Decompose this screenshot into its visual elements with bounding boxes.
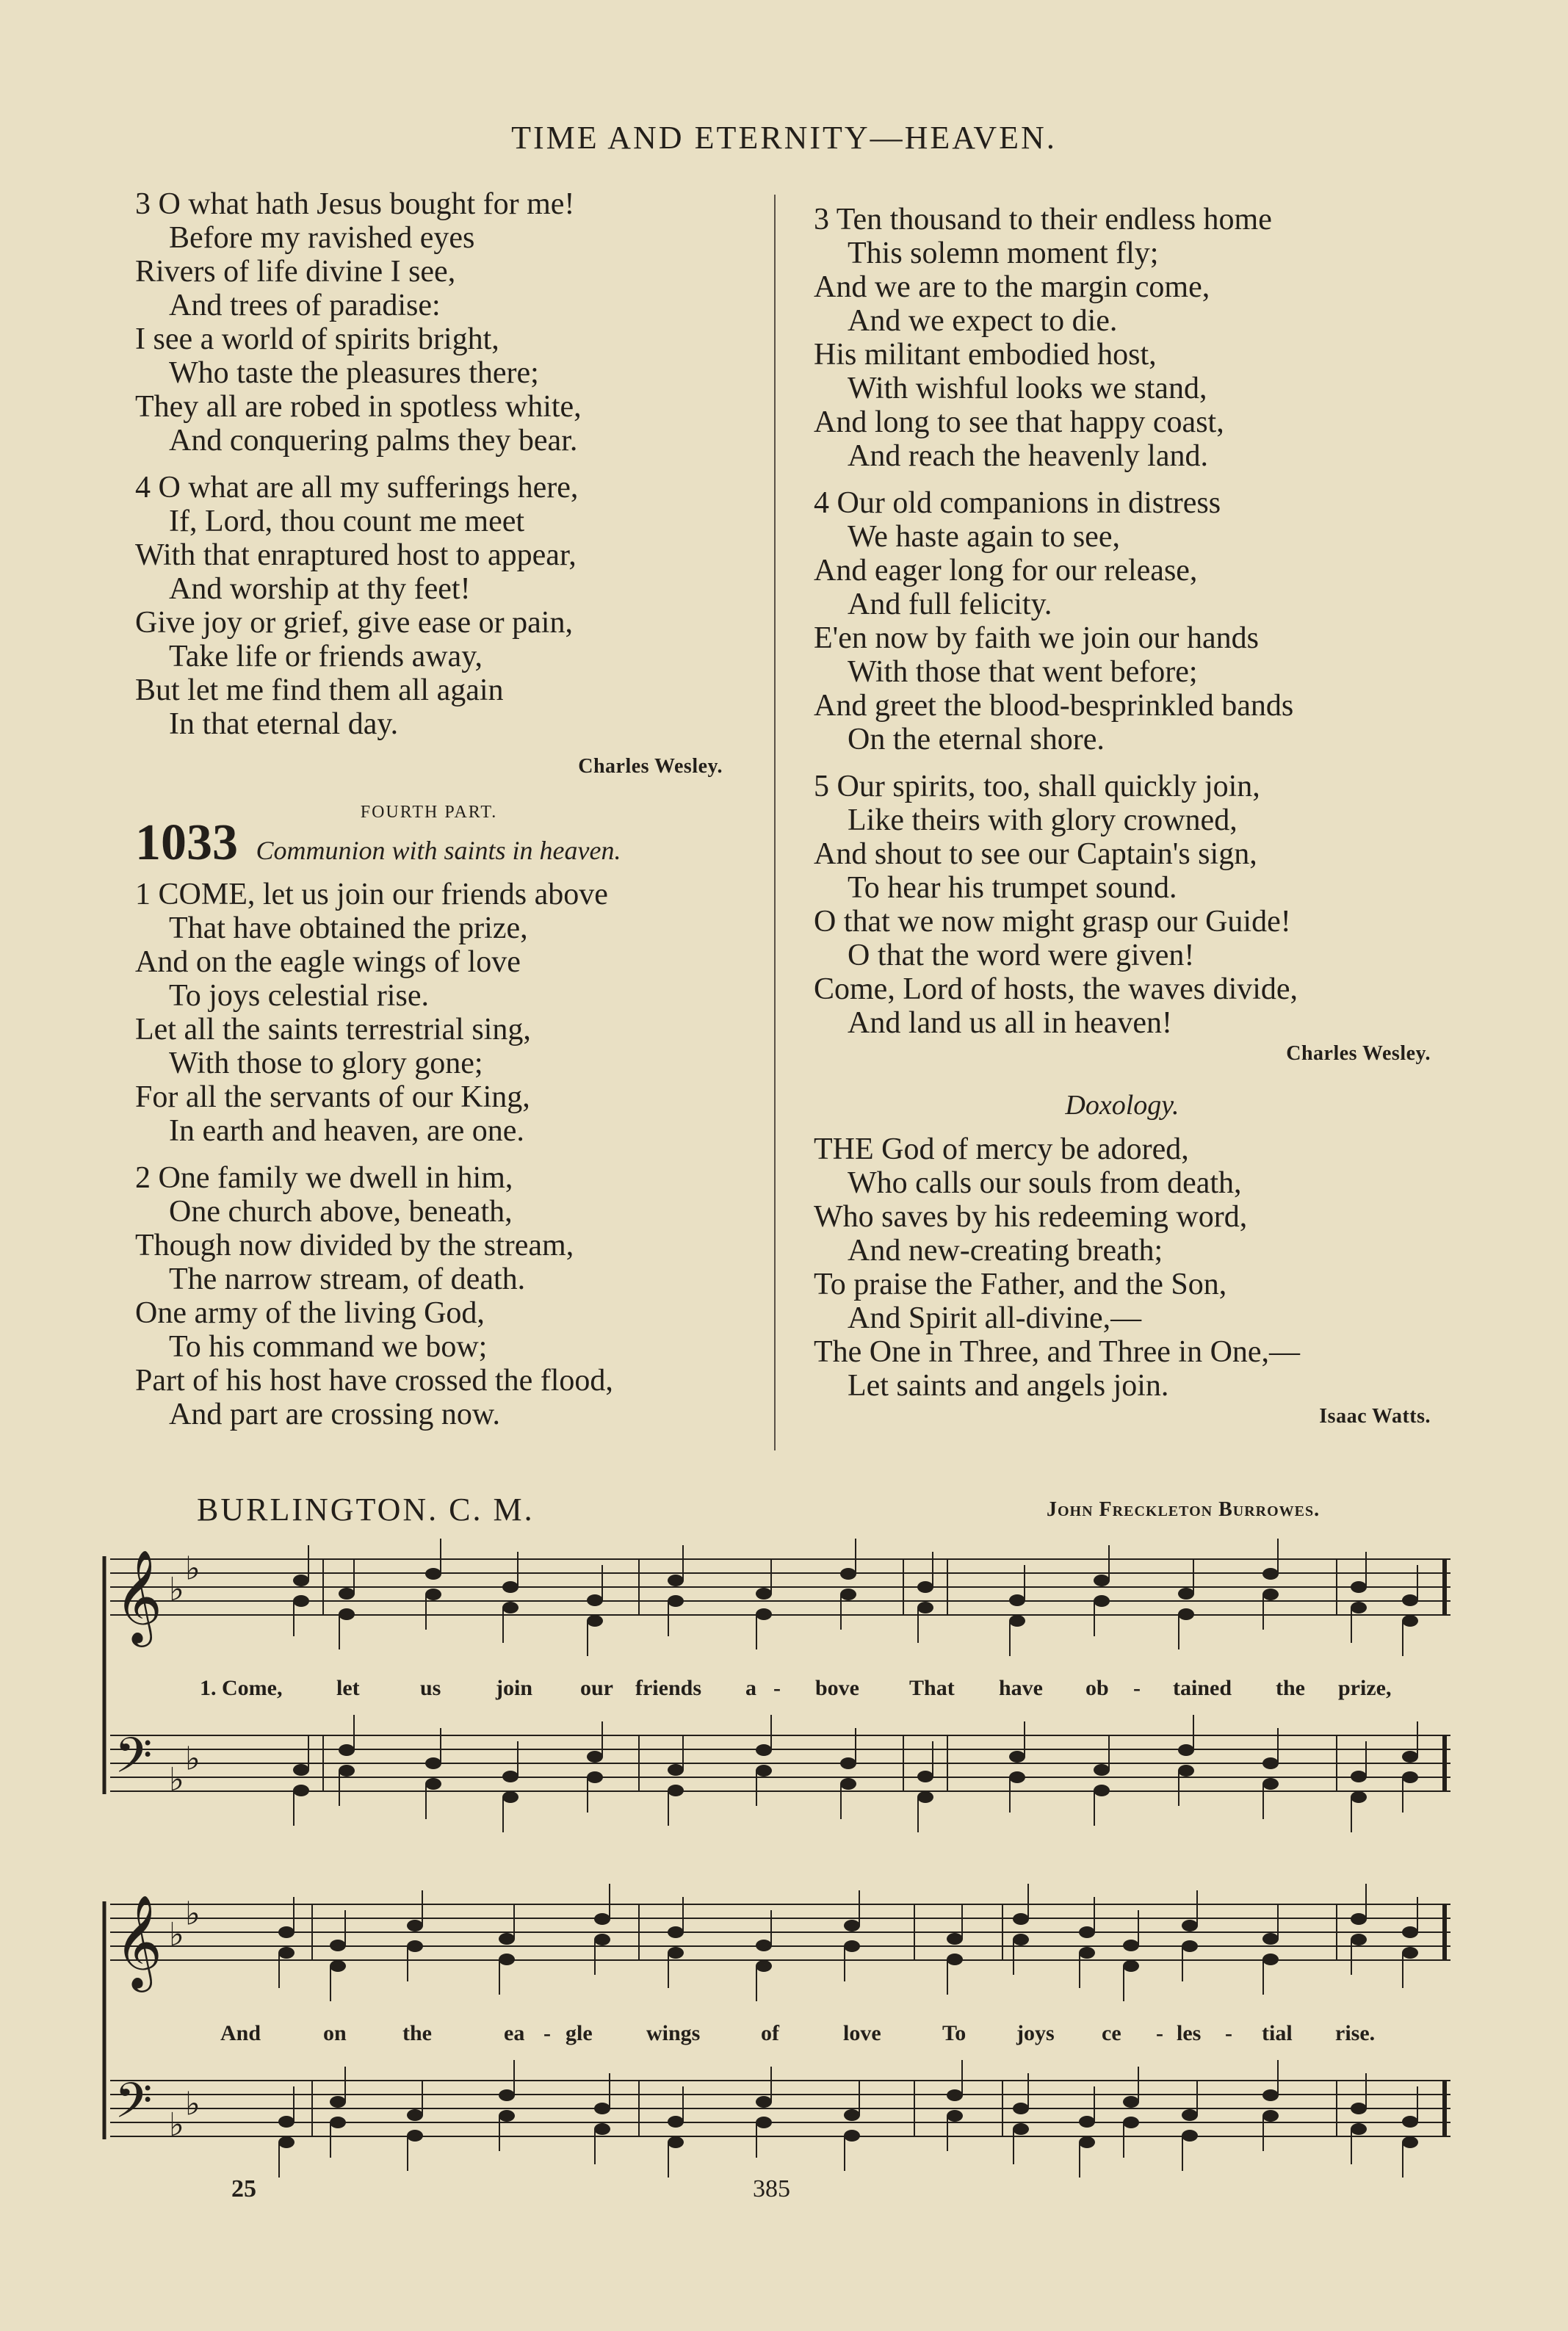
note-head [844,2130,860,2142]
lyric-syllable: - [1225,2021,1232,2045]
lyric-syllable: ce [1102,2021,1121,2045]
verse-line: One army of the living God, [135,1296,485,1330]
verse-line: 3 Ten thousand to their endless home [814,203,1272,236]
note-head [947,2110,963,2122]
flat-icon: ♭ [169,1761,184,1799]
note-head [947,1954,963,1965]
verse-line: O that the word were given! [848,939,1195,972]
verse-line: Give joy or grief, give ease or pain, [135,606,573,640]
verse-line: Who saves by his redeeming word, [814,1200,1248,1234]
hymn-title: Communion with saints in heaven. [256,836,621,865]
note-head [1262,1954,1279,1965]
verse-line: His militant embodied host, [814,338,1157,372]
note-head [339,1608,355,1620]
note-head [1123,1960,1139,1972]
note-head [1123,2096,1139,2108]
verse-line: And long to see that happy coast, [814,405,1224,439]
note-head [278,1947,295,1959]
bass-clef-icon: 𝄢 [115,2072,153,2141]
doxology-title: Doxology. [1065,1090,1179,1121]
note-head [1013,2103,1029,2114]
note-head [756,1960,772,1972]
verse-line: Who calls our souls from death, [848,1166,1242,1200]
note-head [594,1913,610,1925]
flat-icon: ♭ [185,1550,200,1588]
note-head [1262,1589,1279,1600]
note-head [1402,2136,1418,2148]
verse-line: And worship at thy feet! [169,572,471,606]
note-head [1123,1940,1139,1951]
lyric-syllable: of [761,2021,779,2045]
lyric-syllable: ea [504,2021,525,2045]
flat-icon: ♭ [185,2085,200,2123]
hymn-number: 1033 [135,814,238,871]
note-head [339,1744,355,1756]
note-head [407,1940,423,1952]
lyric-syllable: us [420,1676,441,1700]
note-head [499,2110,515,2122]
note-head [339,1588,355,1600]
verse-line: I see a world of spirits bright, [135,322,499,356]
lyric-syllable: ob [1085,1676,1109,1700]
note-head [587,1771,603,1783]
note-head [947,2089,963,2101]
treble-clef-icon: 𝄞 [115,1549,163,1643]
verse-line: 5 Our spirits, too, shall quickly join, [814,770,1260,803]
verse-line: 4 O what are all my sufferings here, [135,471,579,505]
verse-line: And reach the heavenly land. [848,439,1208,473]
tune-name: BURLINGTON. C. M. [197,1492,535,1528]
verse-line: That have obtained the prize, [169,911,528,945]
note-head [756,1608,772,1620]
verse-line: The narrow stream, of death. [169,1262,526,1296]
lyric-syllable: friends [635,1676,701,1700]
lyric-syllable: That [909,1676,955,1700]
note-head [1351,1791,1367,1803]
lyric-syllable: les [1177,2021,1202,2045]
verse-line: And on the eagle wings of love [135,945,521,979]
note-head [1402,1771,1418,1783]
verse-line: Who taste the pleasures there; [169,356,539,390]
note-head [293,1595,309,1607]
author-credit: Charles Wesley. [1286,1042,1431,1065]
note-head [1182,1940,1198,1952]
lyric-syllable: the [402,2021,432,2045]
note-head [1262,2089,1279,2101]
verse-line: And new-creating breath; [848,1234,1163,1268]
note-head [844,1920,860,1931]
lyric-syllable: let [336,1676,360,1700]
lyric-syllable: wings [646,2021,701,2045]
note-head [587,1615,603,1627]
note-head [1351,1934,1367,1945]
lyric-syllable: a [745,1676,756,1700]
note-head [756,1588,772,1600]
note-head [756,1765,772,1777]
lyric-syllable: bove [815,1676,859,1700]
lyric-syllable: - [1156,2021,1163,2045]
lyric-syllable: prize, [1338,1676,1392,1700]
note-head [330,2117,346,2128]
lyric-syllable: - [1133,1676,1141,1700]
verse-line: 3 O what hath Jesus bought for me! [135,187,575,221]
note-head [1262,1778,1279,1790]
note-head [668,1947,684,1959]
note-head [840,1757,856,1769]
verse-line: Come, Lord of hosts, the waves divide, [814,972,1298,1006]
verse-line: Take life or friends away, [169,640,483,673]
lyric-syllable: - [773,1676,781,1700]
note-head [917,1602,933,1613]
note-head [1402,2116,1418,2128]
note-head [1079,1926,1095,1938]
note-head [594,2103,610,2114]
lyric-syllable: 1. Come, [200,1676,283,1700]
verse-line: To his command we bow; [169,1330,488,1364]
note-head [1178,1765,1194,1777]
note-head [1262,1757,1279,1769]
note-head [1009,1751,1025,1763]
verse-line: Rivers of life divine I see, [135,255,456,289]
verse-line: To joys celestial rise. [169,979,429,1013]
note-head [1079,1947,1095,1959]
verse-line: 4 Our old companions in distress [814,486,1221,520]
lyric-syllable: our [580,1676,613,1700]
verse-line: To praise the Father, and the Son, [814,1268,1227,1301]
note-head [668,1595,684,1607]
lyric-syllable: rise. [1335,2021,1376,2045]
note-head [1402,1926,1418,1938]
note-head [756,2096,772,2108]
verse-line: With those that went before; [848,655,1198,689]
verse-line: Though now divided by the stream, [135,1229,574,1262]
verse-line: This solemn moment fly; [848,236,1159,270]
lyric-syllable: the [1276,1676,1305,1700]
verse-line: 1 COME, let us join our friends above [135,878,608,911]
verse-line: O that we now might grasp our Guide! [814,905,1291,939]
note-head [668,1785,684,1796]
note-head [502,1771,519,1782]
verse-line: And we are to the margin come, [814,270,1210,304]
note-head [1182,1920,1198,1931]
verse-line: And Spirit all-divine,— [848,1301,1142,1335]
verse-line: On the eternal shore. [848,723,1105,756]
note-head [1013,2123,1029,2135]
note-head [756,1744,772,1756]
verse-line: Let saints and angels join. [848,1369,1169,1403]
note-head [756,1940,772,1951]
note-head [1182,2109,1198,2121]
lyric-syllable: on [323,2021,347,2045]
note-head [840,1778,856,1790]
note-head [1009,1771,1025,1783]
note-head [1178,1588,1194,1600]
note-head [1351,1602,1367,1613]
note-head [668,2116,684,2128]
lyric-syllable: love [843,2021,881,2045]
note-head [425,1589,441,1600]
verse-line: And greet the blood-besprinkled bands [814,689,1294,723]
note-head [917,1771,933,1782]
verse-line: To hear his trumpet sound. [848,871,1177,905]
note-head [1351,1913,1367,1925]
page-number: 385 [753,2175,790,2202]
note-head [1094,1575,1110,1586]
flat-icon: ♭ [185,1895,200,1933]
lyric-syllable: have [999,1676,1043,1700]
verse-line: And shout to see our Captain's sign, [814,837,1257,871]
lyric-syllable: joys [1016,2021,1055,2045]
note-head [1262,2110,1279,2122]
note-head [330,2096,346,2108]
note-head [1262,1568,1279,1580]
verse-line: And we expect to die. [848,304,1118,338]
verse-line: They all are robed in spotless white, [135,390,582,424]
verse-line: 2 One family we dwell in him, [135,1161,513,1195]
note-head [668,1926,684,1938]
note-head [339,1765,355,1777]
note-head [502,1581,519,1593]
note-head [1094,1764,1110,1776]
lyric-syllable: To [942,2021,967,2045]
note-head [594,2123,610,2135]
note-head [1123,2117,1139,2128]
signature-mark: 25 [231,2175,256,2202]
verse-line: And full felicity. [848,588,1052,621]
note-head [668,1575,684,1586]
note-head [407,1920,423,1931]
note-head [917,1791,933,1803]
note-head [1262,1933,1279,1945]
lyric-syllable: tained [1173,1676,1232,1700]
note-head [1013,1934,1029,1945]
verse-line: THE God of mercy be adored, [814,1132,1189,1166]
note-head [1351,1581,1367,1593]
verse-line: We haste again to see, [848,520,1120,554]
note-head [587,1594,603,1606]
note-head [1178,1744,1194,1756]
verse-line: If, Lord, thou count me meet [169,505,525,538]
verse-line: Before my ravished eyes [169,221,475,255]
note-head [499,1954,515,1965]
bass-clef-icon: 𝄢 [115,1727,153,1796]
flat-icon: ♭ [169,2106,184,2144]
note-head [425,1568,441,1580]
note-head [756,2117,772,2128]
note-head [407,2130,423,2142]
verse-line: And conquering palms they bear. [169,424,578,458]
composer-credit: John Freckleton Burrowes. [1047,1498,1320,1521]
verse-line: E'en now by faith we join our hands [814,621,1259,655]
lyric-syllable: And [220,2021,261,2045]
note-head [407,2109,423,2121]
note-head [1402,1751,1418,1763]
note-head [1013,1913,1029,1925]
note-head [1079,2116,1095,2128]
verse-line: But let me find them all again [135,673,504,707]
note-head [502,1791,519,1803]
verse-line: Let all the saints terrestrial sing, [135,1013,531,1047]
note-head [1094,1785,1110,1796]
note-head [1009,1594,1025,1606]
note-head [594,1934,610,1945]
note-head [1178,1608,1194,1620]
lyric-syllable: gle [566,2021,593,2045]
verse-line: In that eternal day. [169,707,399,741]
note-head [278,2116,295,2128]
flat-icon: ♭ [169,1571,184,1608]
note-head [844,1940,860,1952]
note-head [844,2109,860,2121]
note-head [425,1778,441,1790]
note-head [278,2136,295,2148]
note-head [1351,2123,1367,2135]
note-head [499,2089,515,2101]
note-head [1079,2136,1095,2148]
verse-line: And part are crossing now. [169,1398,500,1431]
note-head [425,1757,441,1769]
note-head [1009,1615,1025,1627]
note-head [840,1589,856,1600]
part-label: FOURTH PART. [360,803,498,822]
note-head [947,1933,963,1945]
verse-line: For all the servants of our King, [135,1080,530,1114]
note-head [1402,1947,1418,1959]
verse-line: With wishful looks we stand, [848,372,1207,405]
verse-line: In earth and heaven, are one. [169,1114,524,1148]
verse-line: One church above, beneath, [169,1195,513,1229]
verse-line: And eager long for our release, [814,554,1198,588]
note-head [1351,2103,1367,2114]
flat-icon: ♭ [185,1740,200,1778]
note-head [587,1751,603,1763]
verse-line: With those to glory gone; [169,1047,483,1080]
note-head [278,1926,295,1938]
note-head [1094,1595,1110,1607]
note-head [1182,2130,1198,2142]
note-head [840,1568,856,1580]
lyric-syllable: tial [1262,2021,1293,2045]
verse-line: And trees of paradise: [169,289,441,322]
note-head [499,1933,515,1945]
author-credit: Charles Wesley. [578,755,723,778]
lyric-syllable: - [543,2021,551,2045]
note-head [293,1785,309,1796]
note-head [330,1960,346,1972]
note-head [1402,1615,1418,1627]
verse-line: Part of his host have crossed the flood, [135,1364,613,1398]
author-credit: Isaac Watts. [1319,1405,1431,1428]
note-head [1402,1594,1418,1606]
note-head [668,1764,684,1776]
note-head [330,1940,346,1951]
page-title: TIME AND ETERNITY—HEAVEN. [511,120,1057,156]
verse-line: The One in Three, and Three in One,— [814,1335,1301,1369]
flat-icon: ♭ [169,1916,184,1954]
verse-line: With that enraptured host to appear, [135,538,577,572]
verse-line: Like theirs with glory crowned, [848,803,1238,837]
note-head [293,1764,309,1776]
note-head [917,1581,933,1593]
note-head [502,1602,519,1613]
treble-clef-icon: 𝄞 [115,1894,163,1988]
note-head [668,2136,684,2148]
note-head [293,1575,309,1586]
note-head [1351,1771,1367,1782]
lyric-syllable: join [496,1676,533,1700]
verse-line: And land us all in heaven! [848,1006,1173,1040]
